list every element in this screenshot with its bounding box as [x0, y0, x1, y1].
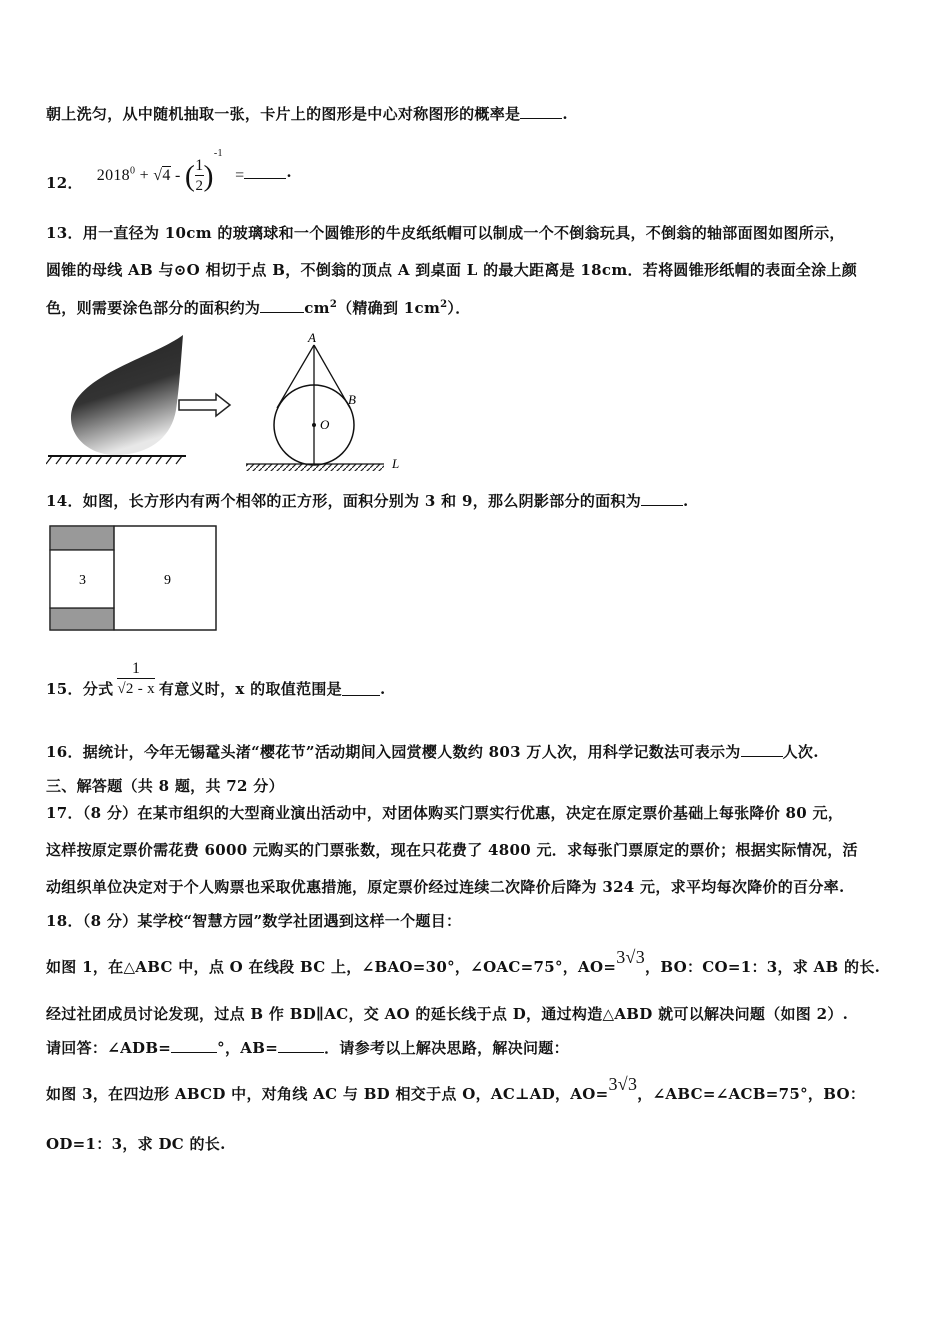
q18-line-5: 如图 3，在四边形 ABCD 中，对角线 AC 与 BD 相交于点 O，AC⊥AD，AO=3√3，∠ABC=∠ACB=75°，BO：	[46, 1074, 866, 1103]
shaded-bottom	[50, 608, 114, 630]
q12-fraction: $\frac{1}{2}$	[195, 157, 204, 195]
question-15: 15．分式 $\frac{1}{√2 - x}$ 有意义时，x 的取值范围是 .	[46, 659, 386, 698]
q18-line-1: 18．（8 分）某学校“智慧方园”数学社团遇到这样一个题目：	[46, 912, 462, 930]
q18-line-6: OD=1：3，求 DC 的长.	[46, 1135, 226, 1153]
label-l: L	[392, 456, 400, 471]
label-b: B	[348, 392, 356, 407]
q15-fraction: $\frac{1}{√2 - x}$	[117, 659, 155, 697]
answer-blank	[260, 298, 304, 313]
q13-line-2: 圆锥的母线 AB 与⊙O 相切于点 B，不倒翁的顶点 A 到桌面 L 的最大距离是 18cm．若将圆锥形纸帽的表面全涂上颜	[46, 261, 857, 279]
q18-line-4: 请回答：∠ADB= °，AB= ．请参考以上解决思路，解决问题：	[46, 1039, 569, 1057]
q12-expression: 2018$^0$ + √4 - ( $\frac{1}{2}$ )$^{-1}$ =	[96, 148, 245, 195]
tumbler-photo	[46, 335, 186, 464]
table-surface	[246, 464, 384, 471]
center-point	[312, 423, 316, 427]
sqrt-sign: √	[153, 167, 163, 184]
answer-blank	[520, 104, 562, 119]
answer-blank	[171, 1038, 217, 1053]
tumbler-figure	[46, 330, 406, 475]
q18-line-2: 如图 1，在△ABC 中，点 O 在线段 BC 上，∠BAO=30°，∠OAC=75°，AO=3√3，BO：CO=1：3，求 AB 的长.	[46, 947, 881, 976]
cross-section-diagram	[246, 330, 399, 471]
question-12: 12． 2018$^0$ + √4 - ( $\frac{1}{2}$ )$^{-1}$ = .	[46, 148, 292, 195]
q13-line-3: 色，则需要涂色部分的面积约为 $cm^2$（精确到 $1cm^2$）．	[46, 299, 471, 317]
rectangle-figure	[46, 522, 221, 634]
label-9: 9	[164, 573, 171, 588]
generatrix-left	[277, 345, 314, 408]
table-hatch	[46, 456, 182, 464]
tumbler-shape	[71, 335, 183, 455]
q11-continuation: 朝上洗匀，从中随机抽取一张，卡片上的图形是中心对称图形的概率是 .	[46, 105, 568, 123]
section-heading: 三、解答题（共 8 题，共 72 分）	[46, 777, 284, 795]
label-o: O	[320, 417, 330, 432]
answer-blank	[244, 164, 286, 179]
shaded-top	[50, 526, 114, 550]
right-paren: )	[203, 159, 214, 193]
answer-blank	[278, 1038, 324, 1053]
answer-blank	[641, 491, 683, 506]
generatrix-ab	[314, 345, 350, 408]
question-14: 14．如图，长方形内有两个相邻的正方形，面积分别为 3 和 9，那么阴影部分的面积为 .	[46, 492, 689, 510]
q13-line-1: 13．用一直径为 10cm 的玻璃球和一个圆锥形的牛皮纸纸帽可以制成一个不倒翁玩具，不倒翁的轴部面图如图所示，	[46, 224, 845, 242]
label-3: 3	[79, 573, 86, 588]
answer-blank	[741, 742, 783, 757]
arrow-icon	[179, 394, 230, 416]
q18-line-3: 经过社团成员讨论发现，过点 B 作 BD∥AC，交 AO 的延长线于点 D，通过构造△ABD 就可以解决问题（如图 2）.	[46, 1005, 849, 1023]
label-a: A	[308, 330, 316, 345]
q17-line-3: 动组织单位决定对于个人购票也采取优惠措施，原定票价经过连续二次降价后降为 324 元，求平均每次降价的百分率.	[46, 878, 845, 896]
q17-line-1: 17．（8 分）在某市组织的大型商业演出活动中，对团体购买门票实行优惠，决定在原定票价基础上每张降价 80 元，	[46, 804, 844, 822]
left-paren: (	[184, 159, 196, 193]
question-16: 16．据统计，今年无锡鼋头渚“樱花节”活动期间入园赏樱人数约 803 万人次，用科学记数法可表示为 人次.	[46, 743, 819, 761]
answer-blank	[342, 681, 380, 696]
q17-line-2: 这样按原定票价需花费 6000 元购买的门票张数，现在只花费了 4800 元．求每张门票原定的票价；根据实际情况，活	[46, 841, 858, 859]
